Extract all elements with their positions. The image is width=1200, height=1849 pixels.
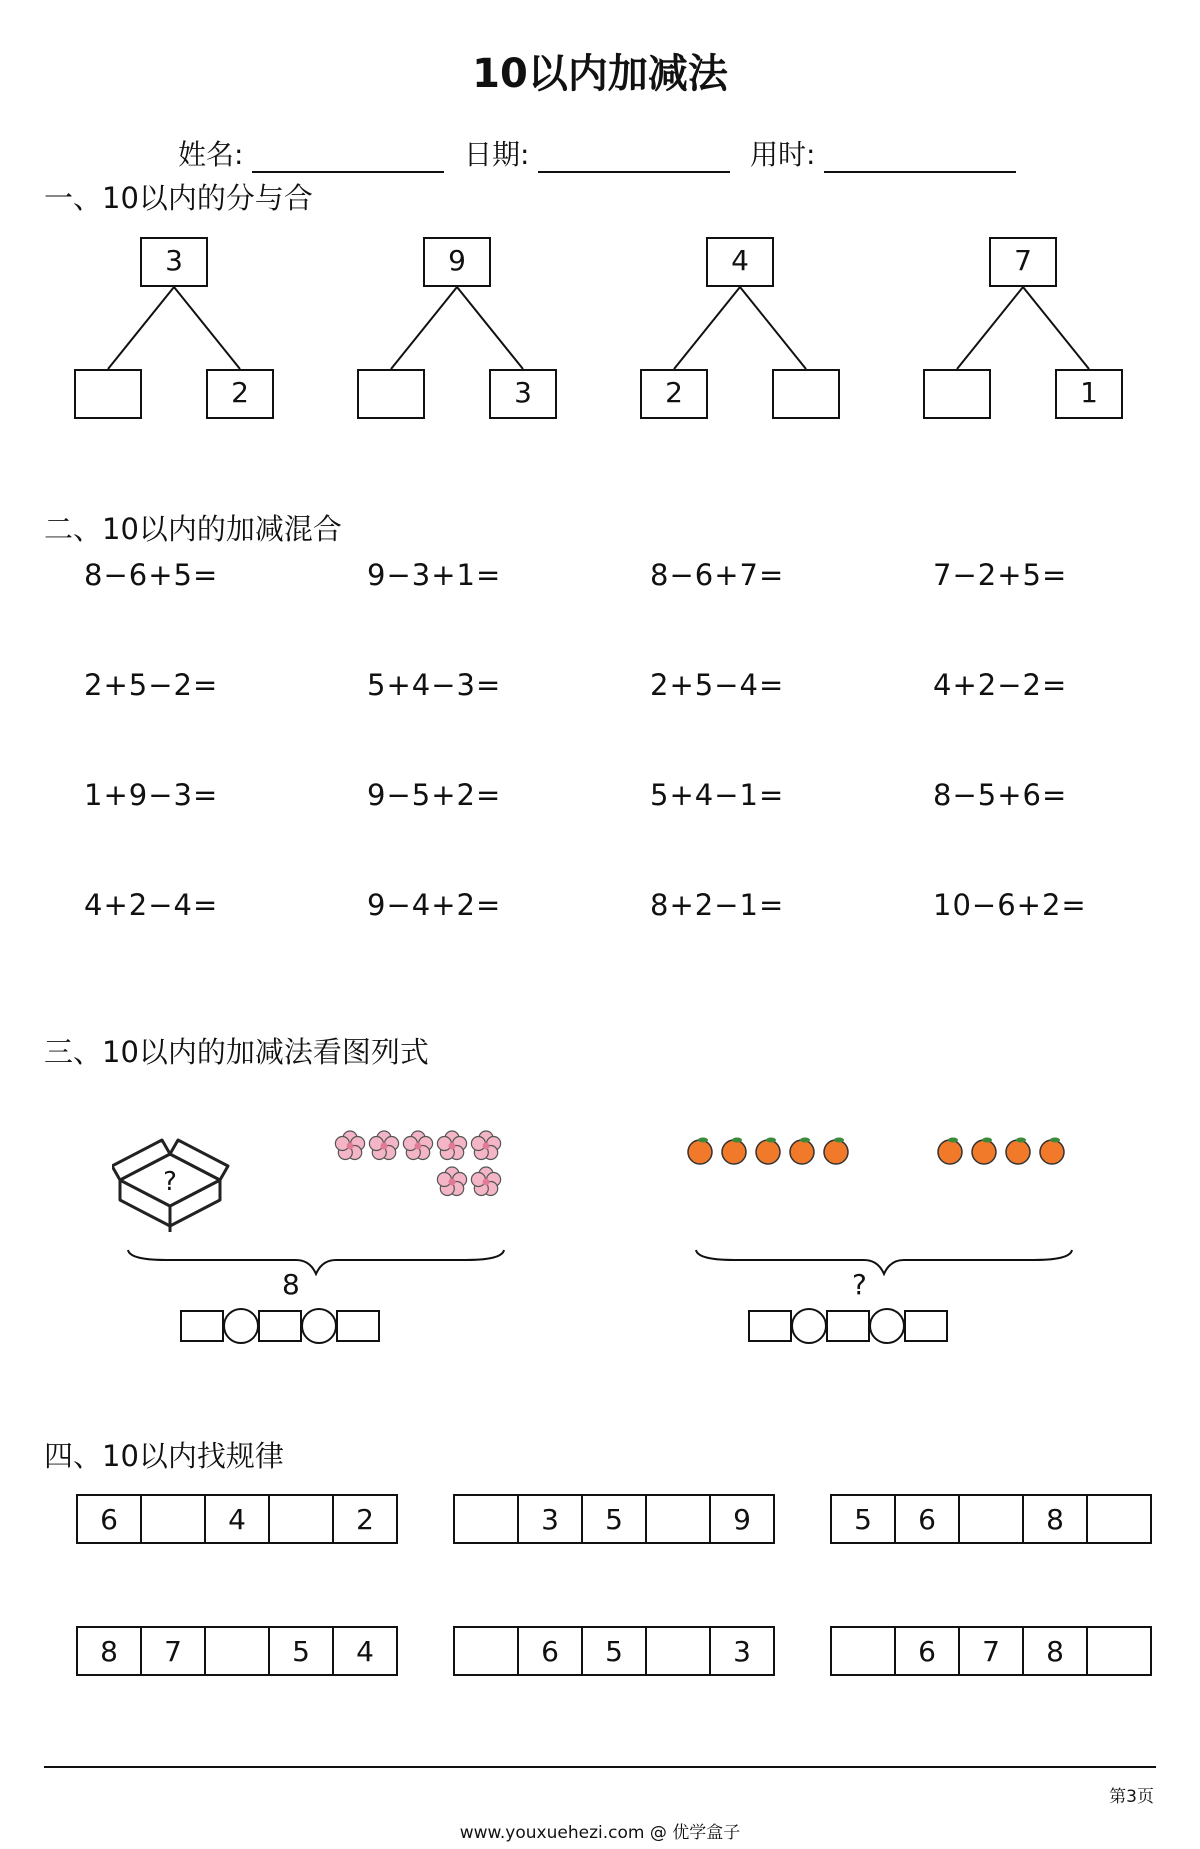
answer-box[interactable] — [336, 1310, 380, 1342]
orange-icon — [1006, 1138, 1030, 1165]
orange-icon — [1040, 1138, 1064, 1165]
left-total: 8 — [282, 1268, 300, 1301]
pattern-row — [76, 1494, 398, 1544]
orange-group — [680, 1130, 1080, 1170]
flower-icon — [403, 1131, 432, 1159]
flower-icon — [335, 1131, 364, 1159]
equation[interactable]: 4+2−2= — [933, 668, 1068, 702]
equation[interactable]: 8+2−1= — [650, 888, 785, 922]
pattern-cell[interactable] — [268, 1494, 334, 1544]
pattern-cell: 6 — [894, 1494, 960, 1544]
pattern-cell[interactable] — [645, 1494, 711, 1544]
time-label: 用时: — [750, 138, 816, 171]
pattern-row — [453, 1494, 775, 1544]
pattern-cell: 7 — [140, 1626, 206, 1676]
orange-icon — [688, 1138, 712, 1165]
time-field[interactable] — [750, 133, 1016, 173]
orange-icon — [824, 1138, 848, 1165]
pattern-cell: 8 — [1022, 1494, 1088, 1544]
equation[interactable]: 5+4−3= — [367, 668, 502, 702]
name-blank[interactable] — [252, 145, 444, 173]
pattern-cell: 6 — [517, 1626, 583, 1676]
pattern-cell: 9 — [709, 1494, 775, 1544]
bond-part-right-box: 2 — [206, 369, 274, 419]
pattern-cell[interactable] — [140, 1494, 206, 1544]
pattern-cell: 3 — [517, 1494, 583, 1544]
answer-box[interactable] — [258, 1310, 302, 1342]
equation[interactable]: 1+9−3= — [84, 778, 219, 812]
bond-whole-box: 7 — [989, 237, 1057, 287]
flower-icon — [471, 1131, 500, 1159]
operator-circle[interactable] — [301, 1308, 337, 1344]
page-number: 第3页 — [1109, 1787, 1154, 1807]
bond-part-right-box[interactable] — [772, 369, 840, 419]
flower-icon — [369, 1131, 398, 1159]
pattern-row — [830, 1494, 1152, 1544]
pattern-cell: 3 — [709, 1626, 775, 1676]
answer-box[interactable] — [748, 1310, 792, 1342]
section-1-heading: 一、10以内的分与合 — [44, 181, 313, 215]
name-label: 姓名: — [178, 138, 244, 171]
bond-part-right-box: 1 — [1055, 369, 1123, 419]
equation[interactable]: 9−4+2= — [367, 888, 502, 922]
equation[interactable]: 7−2+5= — [933, 558, 1068, 592]
pattern-cell[interactable] — [1086, 1494, 1152, 1544]
equation[interactable]: 8−5+6= — [933, 778, 1068, 812]
equation[interactable]: 9−5+2= — [367, 778, 502, 812]
bond-whole-box: 3 — [140, 237, 208, 287]
date-field[interactable] — [464, 133, 730, 173]
pattern-cell[interactable] — [645, 1626, 711, 1676]
equation[interactable]: 4+2−4= — [84, 888, 219, 922]
equation[interactable]: 8−6+7= — [650, 558, 785, 592]
date-blank[interactable] — [538, 145, 730, 173]
pattern-cell: 8 — [1022, 1626, 1088, 1676]
equation[interactable]: 8−6+5= — [84, 558, 219, 592]
footer-divider — [44, 1766, 1156, 1768]
box-question-mark: ? — [163, 1167, 177, 1197]
section-3-heading: 三、10以内的加减法看图列式 — [44, 1035, 429, 1069]
pattern-cell: 5 — [581, 1494, 647, 1544]
pattern-cell: 2 — [332, 1494, 398, 1544]
answer-box[interactable] — [904, 1310, 948, 1342]
flower-group — [330, 1126, 510, 1202]
pattern-cell[interactable] — [453, 1626, 519, 1676]
box-icon — [112, 1136, 232, 1236]
pattern-cell[interactable] — [958, 1494, 1024, 1544]
right-answer-row[interactable] — [748, 1308, 948, 1344]
bond-whole-box: 4 — [706, 237, 774, 287]
pattern-cell: 5 — [268, 1626, 334, 1676]
pattern-cell: 7 — [958, 1626, 1024, 1676]
orange-icon — [972, 1138, 996, 1165]
right-total: ? — [852, 1268, 867, 1301]
bond-part-left-box[interactable] — [74, 369, 142, 419]
bond-whole-box: 9 — [423, 237, 491, 287]
operator-circle[interactable] — [223, 1308, 259, 1344]
equation[interactable]: 5+4−1= — [650, 778, 785, 812]
orange-icon — [722, 1138, 746, 1165]
answer-box[interactable] — [826, 1310, 870, 1342]
flower-icon — [437, 1131, 466, 1159]
page-title: 10以内加减法 — [472, 51, 728, 97]
pattern-cell: 6 — [76, 1494, 142, 1544]
pattern-cell: 5 — [581, 1626, 647, 1676]
orange-icon — [790, 1138, 814, 1165]
equation[interactable]: 2+5−4= — [650, 668, 785, 702]
footer-credit: www.youxuehezi.com @ 优学盒子 — [459, 1823, 741, 1843]
equation[interactable]: 10−6+2= — [933, 888, 1087, 922]
pattern-cell[interactable] — [1086, 1626, 1152, 1676]
pattern-row — [76, 1626, 398, 1676]
left-brace — [126, 1246, 506, 1276]
pattern-cell[interactable] — [204, 1626, 270, 1676]
pattern-row — [453, 1626, 775, 1676]
bond-part-left-box: 2 — [640, 369, 708, 419]
pattern-cell[interactable] — [453, 1494, 519, 1544]
flower-icon — [471, 1167, 500, 1195]
bond-part-right-box: 3 — [489, 369, 557, 419]
orange-icon — [938, 1138, 962, 1165]
time-blank[interactable] — [824, 145, 1016, 173]
pattern-row — [830, 1626, 1152, 1676]
right-brace — [694, 1246, 1074, 1276]
operator-circle[interactable] — [869, 1308, 905, 1344]
operator-circle[interactable] — [791, 1308, 827, 1344]
pattern-cell: 4 — [332, 1626, 398, 1676]
pattern-cell: 4 — [204, 1494, 270, 1544]
bond-part-left-box[interactable] — [923, 369, 991, 419]
bond-part-left-box[interactable] — [357, 369, 425, 419]
equation[interactable]: 2+5−2= — [84, 668, 219, 702]
pattern-cell: 6 — [894, 1626, 960, 1676]
pattern-cell[interactable] — [830, 1626, 896, 1676]
section-4-heading: 四、10以内找规律 — [44, 1439, 284, 1473]
equation[interactable]: 9−3+1= — [367, 558, 502, 592]
pattern-cell: 5 — [830, 1494, 896, 1544]
pattern-cell: 8 — [76, 1626, 142, 1676]
flower-icon — [437, 1167, 466, 1195]
date-label: 日期: — [464, 138, 530, 171]
section-2-heading: 二、10以内的加减混合 — [44, 512, 342, 546]
answer-box[interactable] — [180, 1310, 224, 1342]
orange-icon — [756, 1138, 780, 1165]
name-field[interactable] — [178, 133, 444, 173]
left-answer-row[interactable] — [180, 1308, 380, 1344]
